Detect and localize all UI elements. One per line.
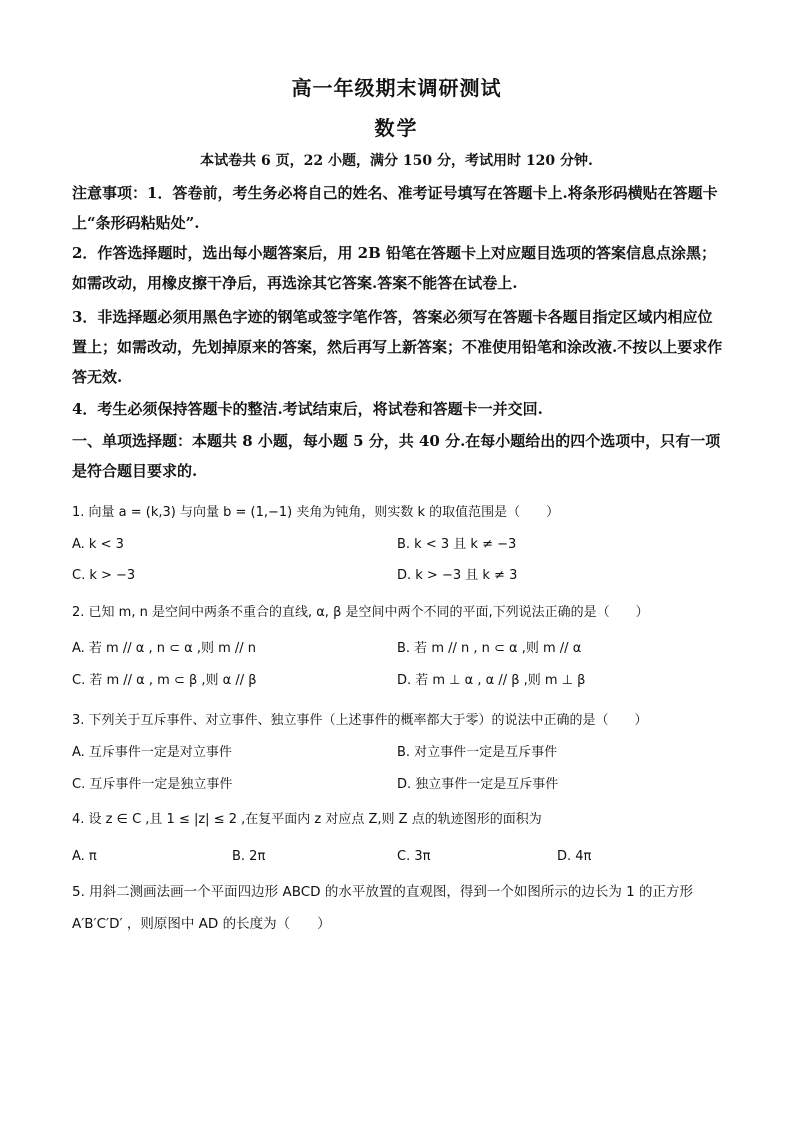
subject-title: 数学 — [374, 116, 419, 140]
question-1-option-d: D. k > −3 且 k ≠ 3 — [397, 568, 518, 583]
question-3-stem: 3. 下列关于互斥事件、对立事件、独立事件（上述事件的概率都大于零）的说法中正确的是（ ） — [72, 713, 648, 728]
question-1-option-c: C. k > −3 — [72, 568, 136, 583]
notice-item-2: 2．作答选择题时，选出每小题答案后，用 2B 铅笔在答题卡上对应题目选项的答案信息点涂黑；如需改动，用橡皮擦干净后，再选涂其它答案.答案不能答在试卷上. — [72, 244, 717, 292]
question-4-stem: 4. 设 z ∈ C ,且 1 ≤ |z| ≤ 2 ,在复平面内 z 对应点 Z,则 Z 点的轨迹图形的面积为 — [72, 812, 542, 827]
question-2-option-a: A. 若 m // α , n ⊂ α ,则 m // n — [72, 641, 257, 656]
question-3-option-c: C. 互斥事件一定是独立事件 — [72, 777, 233, 792]
exam-title: 高一年级期末调研测试 — [291, 76, 502, 100]
exam-info: 本试卷共 6 页，22 小题，满分 150 分，考试用时 120 分钟. — [200, 153, 593, 169]
question-1-stem: 1. 向量 a = (k,3) 与向量 b = (1,−1) 夹角为钝角，则实数 k 的取值范围是（ ） — [72, 505, 560, 520]
notice-item-3: 3．非选择题必须用黑色字迹的钢笔或签字笔作答，答案必须写在答题卡各题目指定区域内相应位置上；如需改动，先划掉原来的答案，然后再写上新答案；不准使用铅笔和涂改液.不按以上要求作答无效. — [72, 308, 723, 386]
question-2-option-c: C. 若 m // α , m ⊂ β ,则 α // β — [72, 673, 257, 688]
question-4-option-b: B. 2π — [232, 849, 266, 864]
notice-item-1: 注意事项：1．答卷前，考生务必将自己的姓名、准考证号填写在答题卡上.将条形码横贴在答题卡上“条形码粘贴处”. — [72, 184, 718, 232]
question-1-option-a: A. k < 3 — [72, 537, 124, 552]
section-heading: 一、单项选择题：本题共 8 小题，每小题 5 分，共 40 分.在每小题给出的四个选项中，只有一项是符合题目要求的. — [72, 432, 721, 480]
question-2-option-b: B. 若 m // n , n ⊂ α ,则 m // α — [397, 641, 582, 656]
question-4-option-a: A. π — [72, 849, 97, 864]
question-3-option-b: B. 对立事件一定是互斥事件 — [397, 745, 558, 760]
question-3-option-a: A. 互斥事件一定是对立事件 — [72, 745, 232, 760]
question-4-option-c: C. 3π — [397, 849, 431, 864]
question-1-option-b: B. k < 3 且 k ≠ −3 — [397, 537, 517, 552]
notice-item-4: 4．考生必须保持答题卡的整洁.考试结束后，将试卷和答题卡一并交回. — [72, 400, 543, 418]
question-4-option-d: D. 4π — [557, 849, 592, 864]
question-2-stem: 2. 已知 m, n 是空间中两条不重合的直线, α, β 是空间中两个不同的平面,下列说法正确的是（ ） — [72, 605, 649, 620]
question-5-stem: 5. 用斜二测画法画一个平面四边形 ABCD 的水平放置的直观图，得到一个如图所示的边长为 1 的正方形 A′B′C′D′ ，则原图中 AD 的长度为（ ） — [72, 884, 694, 932]
question-2-option-d: D. 若 m ⊥ α , α // β ,则 m ⊥ β — [397, 673, 586, 688]
question-3-option-d: D. 独立事件一定是互斥事件 — [397, 777, 559, 792]
